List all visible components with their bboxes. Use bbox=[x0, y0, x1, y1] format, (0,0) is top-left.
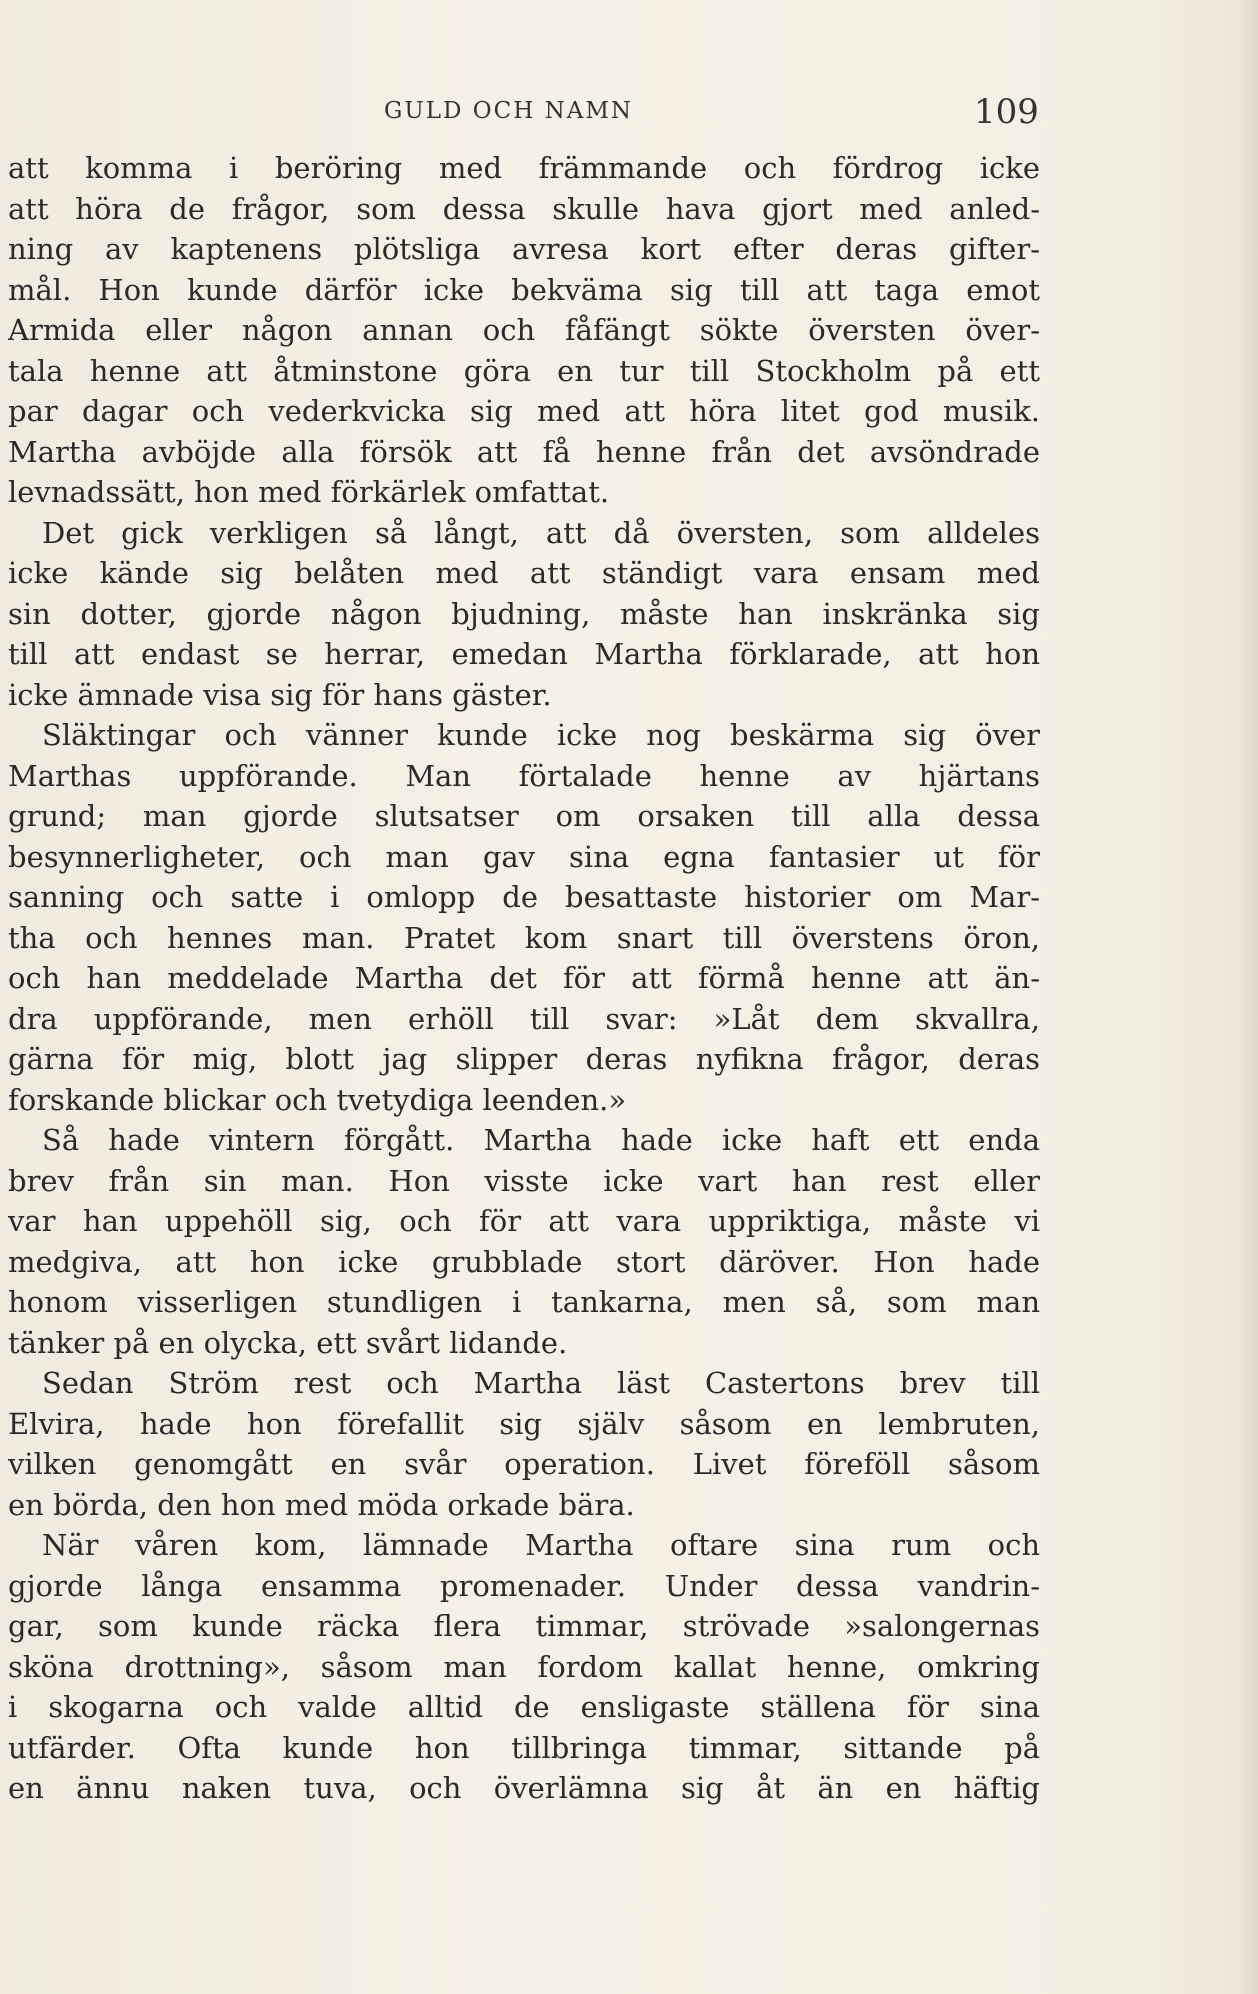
text-line: levnadssätt, hon med förkärlek omfattat. bbox=[8, 475, 610, 509]
text-line: var han uppehöll sig, och för att vara uppriktiga, måste vi bbox=[8, 1204, 1040, 1238]
text-line: forskande blickar och tvetydiga leenden.» bbox=[8, 1082, 627, 1117]
text-line: medgiva, att hon icke grubblade stort däröver. Hon hade bbox=[8, 1244, 1040, 1279]
text-line: vilken genomgått en svår operation. Livet föreföll såsom bbox=[8, 1447, 1040, 1481]
text-line: sköna drottning», såsom man fordom kallat henne, omkring bbox=[8, 1649, 1040, 1684]
text-line: ning av kaptenens plötsliga avresa kort efter deras gifter- bbox=[8, 232, 1040, 266]
text-line: Sedan Ström rest och Martha läst Castertons brev till bbox=[42, 1366, 1040, 1400]
text-line: brev från sin man. Hon visste icke vart han rest eller bbox=[8, 1163, 1040, 1198]
text-line: att komma i beröring med främmande och fördrog icke bbox=[8, 151, 1040, 185]
text-line: Elvira, hade hon förefallit sig själv såsom en lembruten, bbox=[8, 1406, 1040, 1441]
text-line: en ännu naken tuva, och överlämna sig åt än en häftig bbox=[8, 1771, 1040, 1805]
text-line: grund; man gjorde slutsatser om orsaken till alla dessa bbox=[8, 799, 1040, 833]
text-line: honom visserligen stundligen i tankarna, men så, som man bbox=[8, 1285, 1040, 1319]
text-line: i skogarna och valde alltid de ensligaste ställena för sina bbox=[8, 1690, 1040, 1724]
text-line: Släktingar och vänner kunde icke nog beskärma sig över bbox=[42, 718, 1040, 752]
text-line: Martha avböjde alla försök att få henne från det avsöndrade bbox=[8, 434, 1040, 469]
text-line: Marthas uppförande. Man förtalade henne av hjärtans bbox=[8, 758, 1040, 793]
text-line: tänker på en olycka, ett svårt lidande. bbox=[8, 1325, 568, 1360]
text-line: besynnerligheter, och man gav sina egna fantasier ut för bbox=[8, 839, 1040, 874]
text-line: gärna för mig, blott jag slipper deras nyfikna frågor, deras bbox=[8, 1042, 1040, 1076]
text-line: till att endast se herrar, emedan Martha förklarade, att hon bbox=[8, 637, 1040, 671]
text-line: tala henne att åtminstone göra en tur till Stockholm på ett bbox=[8, 353, 1040, 388]
text-line: och han meddelade Martha det för att förmå henne att än- bbox=[8, 961, 1040, 995]
text-line: en börda, den hon med möda orkade bära. bbox=[8, 1487, 635, 1522]
text-line: icke kände sig belåten med att ständigt vara ensam med bbox=[8, 556, 1040, 590]
text-line: dra uppförande, men erhöll till svar: »Låt dem skvallra, bbox=[8, 1001, 1040, 1036]
text-line: mål. Hon kunde därför icke bekväma sig till att taga emot bbox=[8, 272, 1040, 307]
text-line: sin dotter, gjorde någon bjudning, måste han inskränka sig bbox=[8, 596, 1040, 631]
text-line: att höra de frågor, som dessa skulle hava gjort med anled- bbox=[8, 191, 1040, 226]
text-line: gjorde långa ensamma promenader. Under dessa vandrin- bbox=[8, 1568, 1040, 1603]
text-line: gar, som kunde räcka flera timmar, strövade »salongernas bbox=[8, 1609, 1040, 1643]
page-header bbox=[0, 92, 1040, 132]
text-line: icke ämnade visa sig för hans gäster. bbox=[8, 677, 552, 712]
running-head: GULD OCH NAMN bbox=[384, 98, 634, 124]
text-line: När våren kom, lämnade Martha oftare sina rum och bbox=[42, 1528, 1040, 1562]
page-number: 109 bbox=[974, 92, 1039, 132]
text-line: par dagar och vederkvicka sig med att höra litet god musik. bbox=[8, 394, 1040, 428]
text-line: Armida eller någon annan och fåfängt sökte översten över- bbox=[8, 313, 1040, 347]
text-line: Det gick verkligen så långt, att då översten, som alldeles bbox=[42, 515, 1040, 550]
text-line: utfärder. Ofta kunde hon tillbringa timmar, sittande på bbox=[8, 1730, 1040, 1765]
text-line: tha och hennes man. Pratet kom snart till överstens öron, bbox=[8, 920, 1040, 955]
body-text bbox=[8, 148, 1040, 1809]
text-line: sanning och satte i omlopp de besattaste historier om Mar- bbox=[8, 880, 1040, 914]
text-line: Så hade vintern förgått. Martha hade icke haft ett enda bbox=[42, 1123, 1040, 1157]
page-edge-shadow bbox=[1240, 0, 1258, 1994]
